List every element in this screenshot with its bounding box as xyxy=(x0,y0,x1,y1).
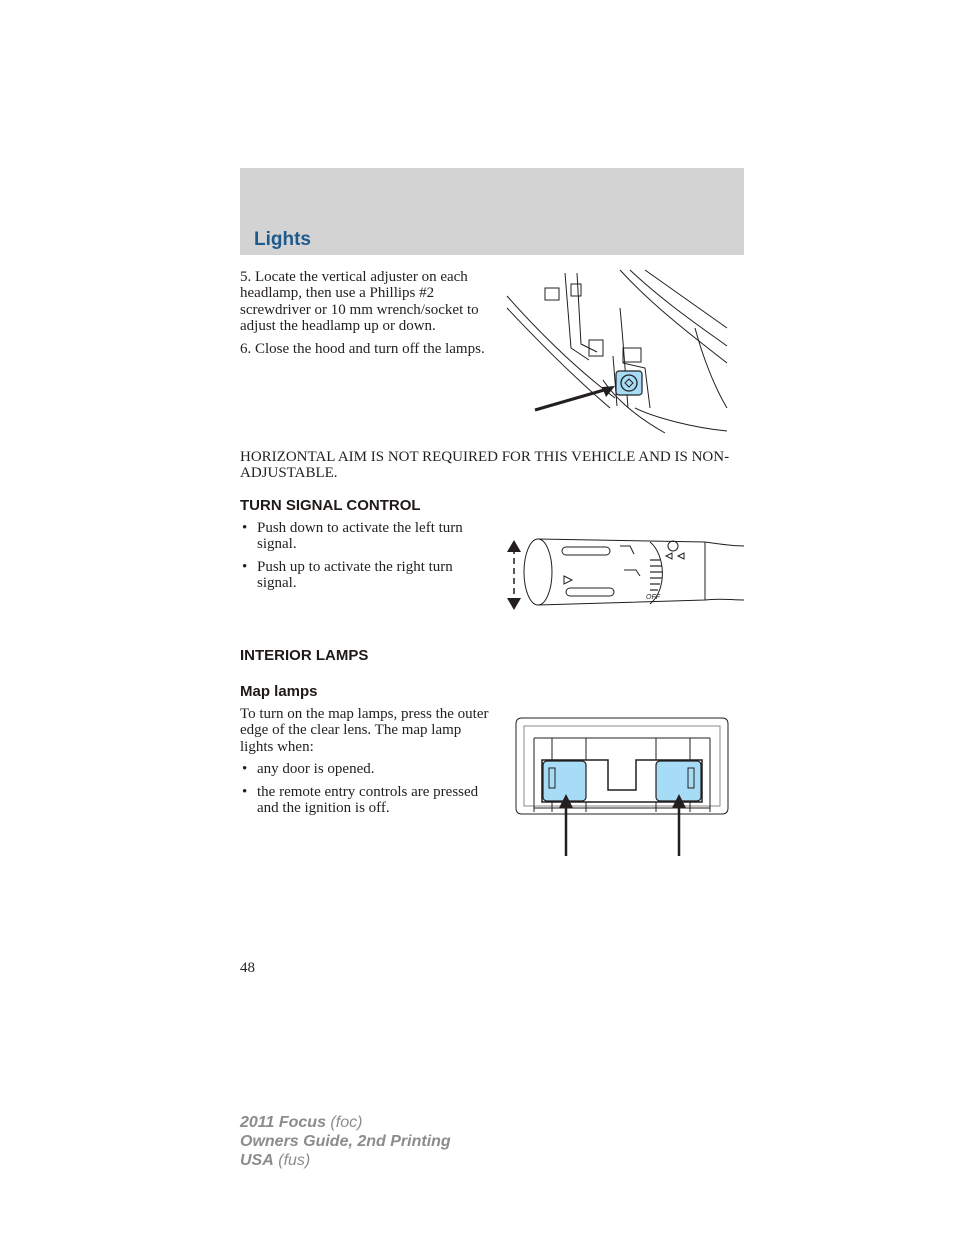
headlamp-adjuster-illustration xyxy=(505,268,730,436)
page-number: 48 xyxy=(240,960,255,976)
turn-signal-list xyxy=(240,520,492,598)
footer-edition-info: 2011 Focus (foc) Owners Guide, 2nd Printing USA (fus) xyxy=(240,1114,451,1169)
turn-signal-stalk-illustration xyxy=(500,534,745,614)
section-title: Lights xyxy=(254,229,311,250)
step-5-text: 5. Locate the vertical adjuster on each headlamp, then use a Phillips #2 screwdriver or 10 mm wrench/socket to adjust the headlamp up or down. xyxy=(240,269,479,335)
map-lamps-heading: Map lamps xyxy=(240,683,318,700)
section-header-band xyxy=(240,168,744,255)
map-lamps-text xyxy=(240,706,495,822)
list-item: • Push down to activate the left turn signal. xyxy=(242,520,463,553)
interior-lamps-heading: INTERIOR LAMPS xyxy=(240,647,369,664)
horizontal-aim-note: HORIZONTAL AIM IS NOT REQUIRED FOR THIS VEHICLE AND IS NON-ADJUSTABLE. xyxy=(240,449,730,482)
list-item: • any door is opened. xyxy=(242,761,375,778)
map-lamps-intro: To turn on the map lamps, press the outer edge of the clear lens. The map lamp lights when: xyxy=(240,706,489,755)
list-item: • the remote entry controls are pressed and the ignition is off. xyxy=(242,783,479,817)
up-down-arrow-icon xyxy=(507,540,521,610)
stalk-off-label: OFF xyxy=(646,594,660,601)
map-lamp-illustration xyxy=(512,716,732,858)
step-6-text: 6. Close the hood and turn off the lamps. xyxy=(240,340,485,357)
headlamp-steps xyxy=(240,269,490,363)
list-item: • Push up to activate the right turn signal. xyxy=(242,558,453,592)
turn-signal-heading: TURN SIGNAL CONTROL xyxy=(240,497,421,514)
